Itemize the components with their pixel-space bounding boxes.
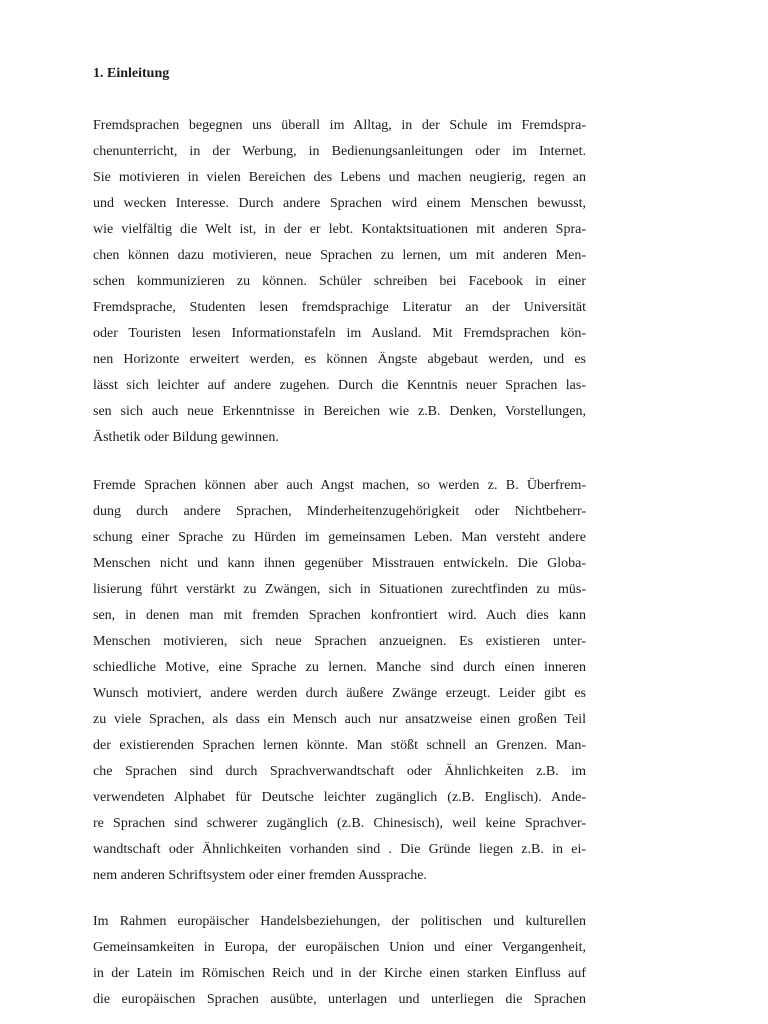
paragraph-1 [93,113,586,451]
text-line: Menschen motivieren, sich neue Sprachen anzueignen. Es existieren unter- [93,634,586,649]
text-line: schen kommunizieren zu können. Schüler schreiben bei Facebook in einer [93,274,586,289]
text-line: nem anderen Schriftsystem oder einer fremden Aussprache. [93,868,427,883]
text-line: Fremdsprachen begegnen uns überall im Alltag, in der Schule im Fremdspra- [93,118,586,133]
text-line: lässt sich leichter auf andere zugehen. Durch die Kenntnis neuer Sprachen las- [93,378,586,393]
text-line: verwendeten Alphabet für Deutsche leichter zugänglich (z.B. Englisch). Ande- [93,790,586,805]
text-line: oder Touristen lesen Informationstafeln im Ausland. Mit Fremdsprachen kön- [93,326,586,341]
text-line: chen können dazu motivieren, neue Sprachen zu lernen, um mit anderen Men- [93,248,586,263]
text-line: Wunsch motiviert, andere werden durch äußere Zwänge erzeugt. Leider gibt es [93,686,586,701]
text-line: die europäischen Sprachen ausübte, unterlagen und unterliegen die Sprachen [93,992,586,1007]
text-line: sen sich auch neue Erkenntnisse in Bereichen wie z.B. Denken, Vorstellungen, [93,404,586,419]
text-line: Fremde Sprachen können aber auch Angst machen, so werden z. B. Überfrem- [93,478,586,493]
text-line: Menschen nicht und kann ihnen gegenüber Misstrauen entwickeln. Die Globa- [93,556,586,571]
paragraph-3 [93,909,586,1013]
text-line: der existierenden Sprachen lernen könnte. Man stößt schnell an Grenzen. Man- [93,738,586,753]
text-line: wie vielfältig die Welt ist, in der er lebt. Kontaktsituationen mit anderen Spra- [93,222,586,237]
text-line: sen, in denen man mit fremden Sprachen konfrontiert wird. Auch dies kann [93,608,586,623]
text-line: Fremdsprache, Studenten lesen fremdsprachige Literatur an der Universität [93,300,586,315]
text-line: schung einer Sprache zu Hürden im gemeinsamen Leben. Man versteht andere [93,530,586,545]
text-line: Ästhetik oder Bildung gewinnen. [93,430,279,445]
text-line: Im Rahmen europäischer Handelsbeziehungen, der politischen und kulturellen [93,914,586,929]
text-line: nen Horizonte erweitert werden, es können Ängste abgebaut werden, und es [93,352,586,367]
section-heading: 1. Einleitung [93,66,170,81]
text-line: Sie motivieren in vielen Bereichen des Lebens und machen neugierig, regen an [93,170,586,185]
text-line: Gemeinsamkeiten in Europa, der europäischen Union und einer Vergangenheit, [93,940,586,955]
text-line: zu viele Sprachen, als dass ein Mensch auch nur ansatzweise einen großen Teil [93,712,586,727]
text-line: wandtschaft oder Ähnlichkeiten vorhanden sind . Die Gründe liegen z.B. in ei- [93,842,586,857]
text-line: che Sprachen sind durch Sprachverwandtschaft oder Ähnlichkeiten z.B. im [93,764,586,779]
text-line: und wecken Interesse. Durch andere Sprachen wird einem Menschen bewusst, [93,196,586,211]
paragraph-2 [93,473,586,889]
text-line: schiedliche Motive, eine Sprache zu lernen. Manche sind durch einen inneren [93,660,586,675]
text-line: in der Latein im Römischen Reich und in der Kirche einen starken Einfluss auf [93,966,586,981]
text-line: lisierung führt verstärkt zu Zwängen, sich in Situationen zurechtfinden zu müs- [93,582,586,597]
text-line: dung durch andere Sprachen, Minderheitenzugehörigkeit oder Nichtbeherr- [93,504,586,519]
text-line: chenunterricht, in der Werbung, in Bedienungsanleitungen oder im Internet. [93,144,586,159]
text-line: re Sprachen sind schwerer zugänglich (z.B. Chinesisch), weil keine Sprachver- [93,816,586,831]
